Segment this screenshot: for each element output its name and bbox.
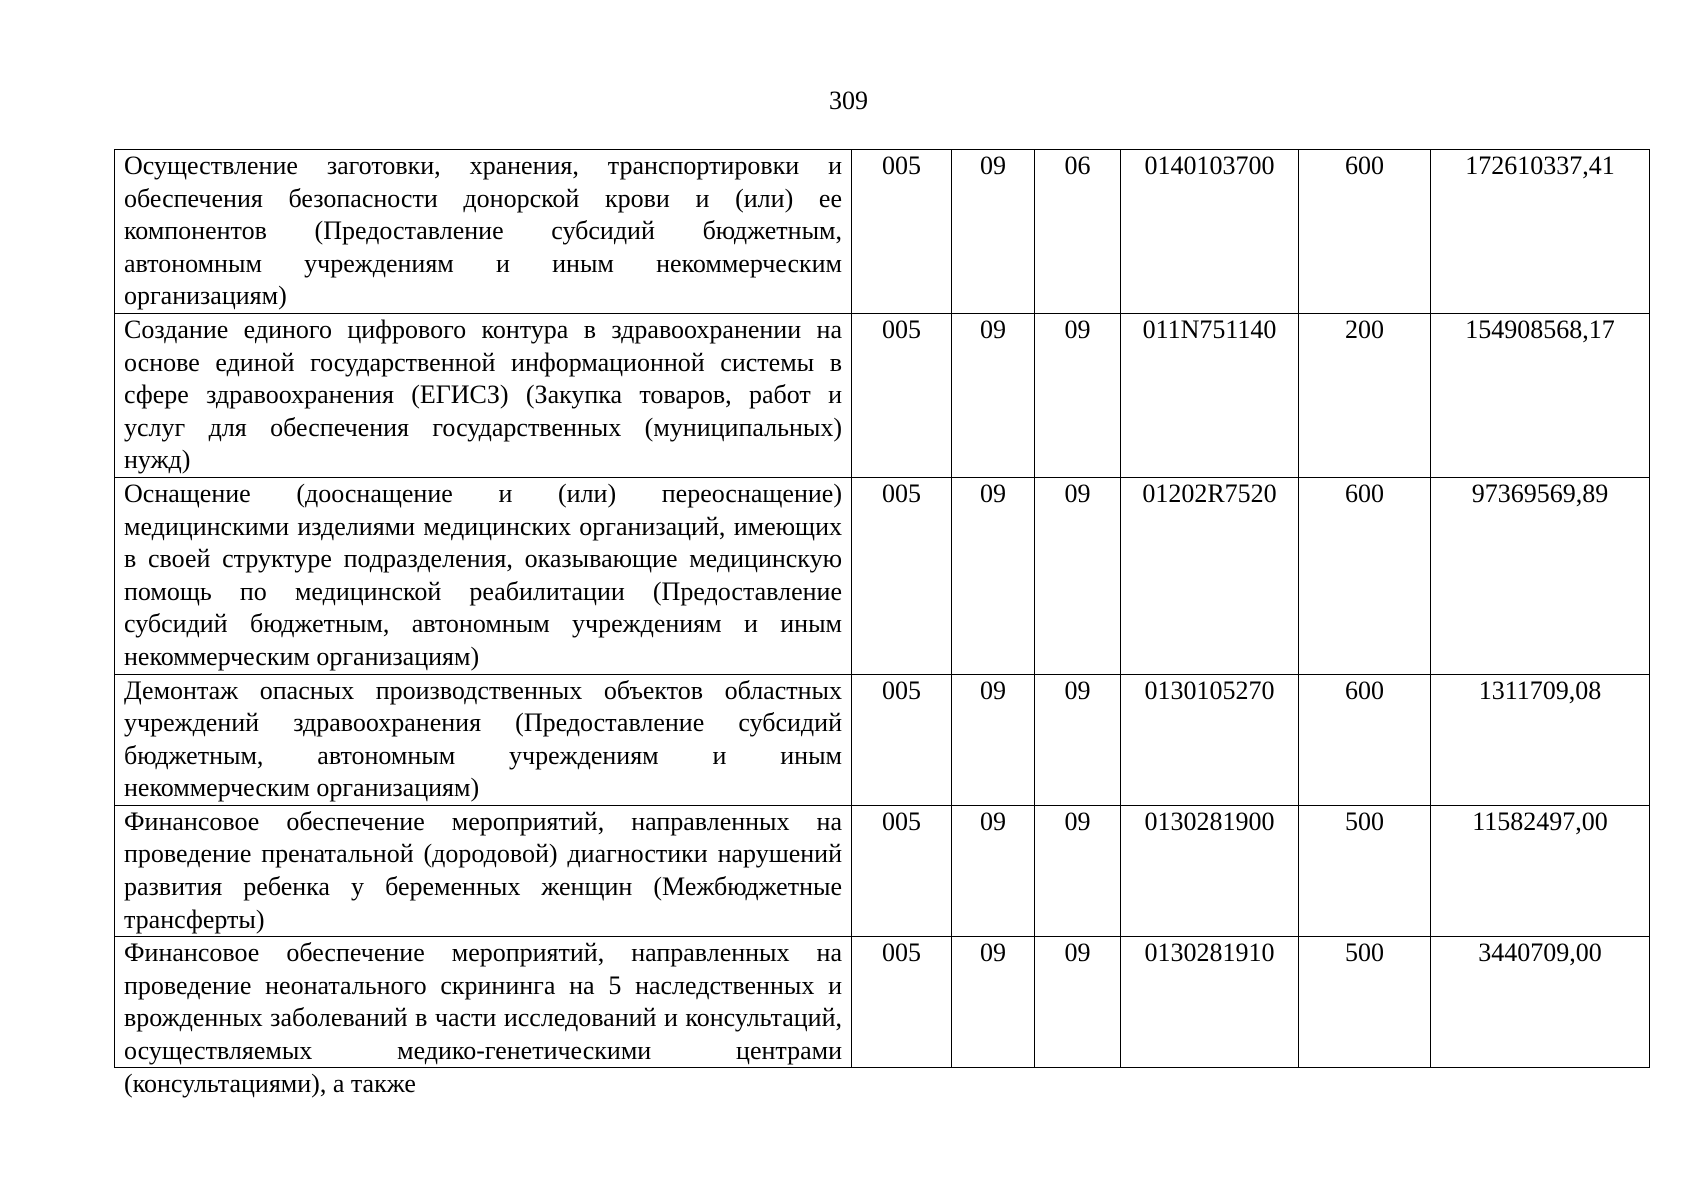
amount: 154908568,17	[1431, 313, 1650, 477]
table-row	[115, 674, 1650, 805]
ministry-code: 005	[852, 313, 952, 477]
section-code: 09	[952, 674, 1035, 805]
section-code: 09	[952, 937, 1035, 1068]
ministry-code: 005	[852, 674, 952, 805]
table-row	[115, 805, 1650, 936]
budget-table	[114, 149, 1650, 1098]
table-row	[115, 477, 1650, 674]
section-code: 09	[952, 313, 1035, 477]
amount: 11582497,00	[1431, 805, 1650, 936]
ministry-code: 005	[852, 150, 952, 314]
row-description: Финансовое обеспечение мероприятий, направленных на проведение пренатальной (дородовой) диагностики нарушений развития ребенка у беременных женщин (Межбюджетные трансферты)	[115, 805, 852, 936]
ministry-code: 005	[852, 937, 952, 1068]
amount: 97369569,89	[1431, 477, 1650, 674]
table-row	[115, 150, 1650, 314]
row-description: Создание единого цифрового контура в здравоохранении на основе единой государственной информационной системы в сфере здравоохранения (ЕГИСЗ) (Закупка товаров, работ и услуг для обеспечения государственных (муниципальных) нужд)	[115, 313, 852, 477]
section-code: 09	[952, 805, 1035, 936]
expense-type-code: 600	[1299, 150, 1431, 314]
subsection-code: 09	[1035, 477, 1121, 674]
target-article-code: 011N751140	[1121, 313, 1299, 477]
section-code: 09	[952, 477, 1035, 674]
expense-type-code: 600	[1299, 674, 1431, 805]
row-description-cell	[115, 937, 852, 1098]
ministry-code: 005	[852, 477, 952, 674]
amount: 1311709,08	[1431, 674, 1650, 805]
target-article-code: 0130281900	[1121, 805, 1299, 936]
expense-type-code: 600	[1299, 477, 1431, 674]
expense-type-code: 500	[1299, 805, 1431, 936]
row-description: Оснащение (дооснащение и (или) переоснащение) медицинскими изделиями медицинских организаций, имеющих в своей структуре подразделения, оказывающие медицинскую помощь по медицинской реабилитации (Предоставление субсидий бюджетным, автономным учреждениям и иным некоммерческим организациям)	[115, 477, 852, 674]
ministry-code: 005	[852, 805, 952, 936]
amount: 172610337,41	[1431, 150, 1650, 314]
page-number: 309	[829, 86, 868, 115]
row-description: Осуществление заготовки, хранения, транспортировки и обеспечения безопасности донорской крови и (или) ее компонентов (Предоставление субсидий бюджетным, автономным учреждениям и иным некоммерческим организациям)	[115, 150, 852, 314]
target-article-code: 0130105270	[1121, 674, 1299, 805]
section-code: 09	[952, 150, 1035, 314]
target-article-code: 0130281910	[1121, 937, 1299, 1068]
table-row	[115, 313, 1650, 477]
subsection-code: 06	[1035, 150, 1121, 314]
row-description: Финансовое обеспечение мероприятий, направленных на проведение неонатального скрининга на 5 наследственных и врожденных заболеваний в части исследований и консультаций, осуществляемых медико-генетическими центрами (консультациями), а также	[124, 938, 842, 1098]
subsection-code: 09	[1035, 937, 1121, 1068]
subsection-code: 09	[1035, 805, 1121, 936]
expense-type-code: 500	[1299, 937, 1431, 1068]
target-article-code: 0140103700	[1121, 150, 1299, 314]
target-article-code: 01202R7520	[1121, 477, 1299, 674]
table-row	[115, 937, 1650, 1068]
subsection-code: 09	[1035, 313, 1121, 477]
subsection-code: 09	[1035, 674, 1121, 805]
row-description: Демонтаж опасных производственных объектов областных учреждений здравоохранения (Предоставление субсидий бюджетным, автономным учреждениям и иным некоммерческим организациям)	[115, 674, 852, 805]
expense-type-code: 200	[1299, 313, 1431, 477]
amount: 3440709,00	[1431, 937, 1650, 1068]
